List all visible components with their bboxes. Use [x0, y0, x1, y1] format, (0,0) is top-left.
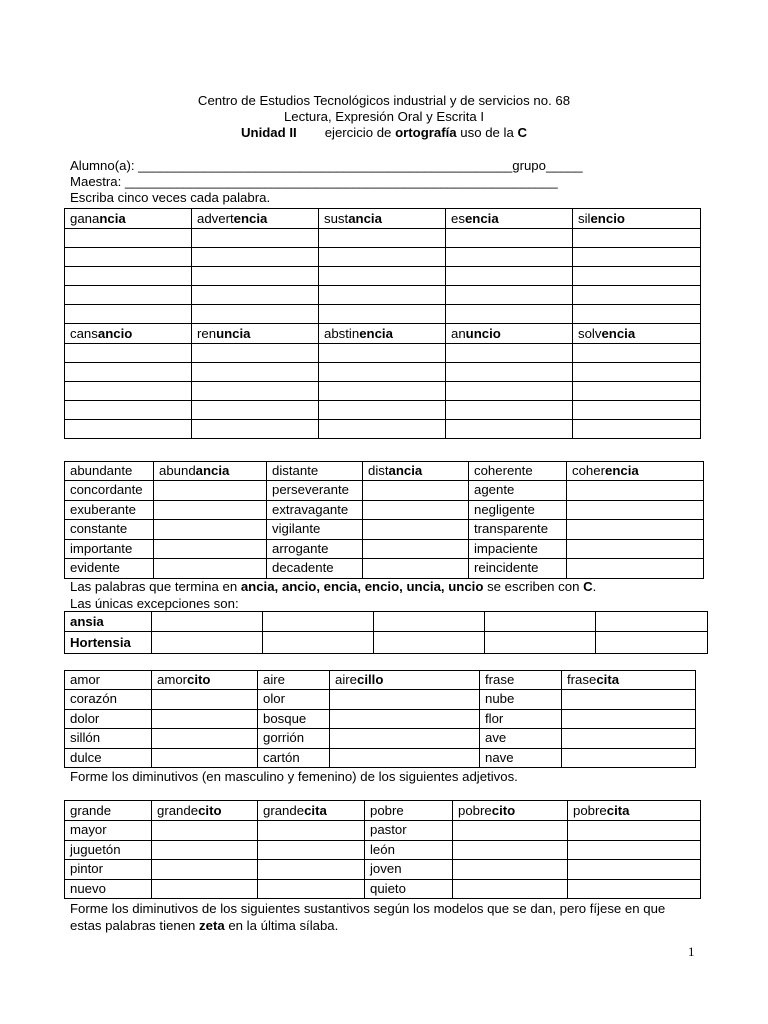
- blank-cell[interactable]: [152, 879, 258, 899]
- word-cell: joven: [365, 860, 453, 880]
- blank-cell[interactable]: [374, 612, 485, 632]
- blank-cell[interactable]: [446, 363, 573, 382]
- blank-cell[interactable]: [446, 382, 573, 401]
- blank-cell[interactable]: [192, 382, 319, 401]
- blank-cell[interactable]: [374, 632, 485, 654]
- blank-cell[interactable]: [258, 860, 365, 880]
- blank-cell[interactable]: [152, 860, 258, 880]
- word-cell: frasecita: [562, 671, 696, 690]
- word-cell: dolor: [65, 709, 152, 729]
- word-cell: bosque: [258, 709, 330, 729]
- word-cell: anuncio: [446, 324, 573, 344]
- word-cell: transparente: [469, 520, 567, 540]
- word-cell: arrogante: [267, 539, 363, 559]
- table-row: [65, 363, 701, 382]
- word-cell: amor: [65, 671, 152, 690]
- blank-cell[interactable]: [562, 729, 696, 749]
- table-row: [65, 500, 704, 520]
- blank-cell[interactable]: [453, 840, 568, 860]
- table-row: [65, 821, 701, 841]
- word-cell: decadente: [267, 559, 363, 579]
- table-row: [65, 801, 701, 821]
- blank-cell[interactable]: [65, 267, 192, 286]
- course-name: Lectura, Expresión Oral y Escrita I: [283, 109, 485, 124]
- word-cell: ganancia: [65, 209, 192, 229]
- word-cell: solvencia: [573, 324, 701, 344]
- table-row: [65, 382, 701, 401]
- table-row: [65, 344, 701, 363]
- exercise-bold: ortografía: [395, 125, 457, 140]
- table-row: [65, 729, 696, 749]
- table-row: [65, 709, 696, 729]
- blank-cell[interactable]: [319, 344, 446, 363]
- blank-cell[interactable]: [562, 690, 696, 710]
- word-cell: abundante: [65, 462, 154, 481]
- blank-cell[interactable]: [152, 632, 263, 654]
- table-row: [65, 324, 701, 344]
- word-cell: impaciente: [469, 539, 567, 559]
- blank-cell[interactable]: [573, 286, 701, 305]
- blank-cell[interactable]: [568, 840, 701, 860]
- word-cell: ansia: [65, 612, 152, 632]
- table-row: [65, 840, 701, 860]
- blank-cell[interactable]: [568, 860, 701, 880]
- blank-cell[interactable]: [192, 305, 319, 324]
- blank-cell[interactable]: [154, 539, 267, 559]
- table-row: [65, 632, 708, 654]
- blank-cell[interactable]: [65, 344, 192, 363]
- instruction-adjectives: Forme los diminutivos (en masculino y femenino) de los siguientes adjetivos.: [70, 769, 518, 784]
- diminutive-table: [64, 670, 696, 768]
- word-cell: advertencia: [192, 209, 319, 229]
- word-cell: pobrecito: [453, 801, 568, 821]
- word-cell: pintor: [65, 860, 152, 880]
- unit-label: Unidad II: [241, 125, 297, 140]
- blank-cell[interactable]: [319, 267, 446, 286]
- maestra-label: Maestra:: [70, 174, 125, 189]
- blank-cell[interactable]: [485, 612, 596, 632]
- blank-cell[interactable]: [596, 632, 708, 654]
- derivation-table: [64, 461, 704, 579]
- word-cell: coherente: [469, 462, 567, 481]
- table-row: [65, 267, 701, 286]
- blank-cell[interactable]: [446, 401, 573, 420]
- word-cell: quieto: [365, 879, 453, 899]
- blank-cell[interactable]: [485, 632, 596, 654]
- blank-cell[interactable]: [192, 286, 319, 305]
- blank-cell[interactable]: [363, 539, 469, 559]
- blank-cell[interactable]: [192, 401, 319, 420]
- word-cell: grande: [65, 801, 152, 821]
- word-cell: reincidente: [469, 559, 567, 579]
- blank-cell[interactable]: [152, 612, 263, 632]
- blank-cell[interactable]: [319, 401, 446, 420]
- word-cell: olor: [258, 690, 330, 710]
- alumno-field[interactable]: ___________________________________________________: [138, 158, 513, 173]
- instruction-nouns-2: estas palabras tienen zeta en la última sílaba.: [70, 918, 339, 933]
- blank-cell[interactable]: [596, 612, 708, 632]
- table-row: [65, 401, 701, 420]
- blank-cell[interactable]: [192, 229, 319, 248]
- word-cell: Hortensia: [65, 632, 152, 654]
- table-row: [65, 286, 701, 305]
- table-row: [65, 520, 704, 540]
- maestra-line: [70, 174, 558, 190]
- word-cell: nube: [480, 690, 562, 710]
- blank-cell[interactable]: [573, 401, 701, 420]
- table-row: [65, 612, 708, 632]
- blank-cell[interactable]: [573, 267, 701, 286]
- instruction-nouns-1: Forme los diminutivos de los siguientes sustantivos según los modelos que se dan, pero fíjese en que: [70, 901, 666, 916]
- blank-cell[interactable]: [154, 481, 267, 501]
- blank-cell[interactable]: [319, 363, 446, 382]
- word-cell: flor: [480, 709, 562, 729]
- word-cell: exuberante: [65, 500, 154, 520]
- blank-cell[interactable]: [152, 840, 258, 860]
- blank-cell[interactable]: [319, 286, 446, 305]
- word-cell: abstinencia: [319, 324, 446, 344]
- blank-cell[interactable]: [567, 481, 704, 501]
- word-cell: sillón: [65, 729, 152, 749]
- blank-cell[interactable]: [258, 840, 365, 860]
- blank-cell[interactable]: [319, 248, 446, 267]
- page-number: 1: [688, 944, 695, 959]
- blank-cell[interactable]: [154, 500, 267, 520]
- word-cell: negligente: [469, 500, 567, 520]
- blank-cell[interactable]: [567, 539, 704, 559]
- blank-cell[interactable]: [453, 860, 568, 880]
- blank-cell[interactable]: [573, 229, 701, 248]
- blank-cell[interactable]: [65, 229, 192, 248]
- blank-cell[interactable]: [263, 632, 374, 654]
- word-cell: airecillo: [330, 671, 480, 690]
- blank-cell[interactable]: [446, 305, 573, 324]
- blank-cell[interactable]: [192, 363, 319, 382]
- grupo-label: grupo: [512, 158, 546, 173]
- blank-cell[interactable]: [263, 612, 374, 632]
- blank-cell[interactable]: [568, 821, 701, 841]
- blank-cell[interactable]: [562, 748, 696, 768]
- word-cell: ave: [480, 729, 562, 749]
- table-row: [65, 690, 696, 710]
- word-cell: nuevo: [65, 879, 152, 899]
- blank-cell[interactable]: [567, 500, 704, 520]
- word-cell: grandecita: [258, 801, 365, 821]
- word-cell: sustancia: [319, 209, 446, 229]
- exceptions-text: Las únicas excepciones son:: [70, 596, 239, 611]
- blank-cell[interactable]: [567, 559, 704, 579]
- adjective-table: [64, 800, 701, 899]
- blank-cell[interactable]: [152, 709, 258, 729]
- word-cell: dulce: [65, 748, 152, 768]
- blank-cell[interactable]: [65, 401, 192, 420]
- school-name: Centro de Estudios Tecnológicos industrial y de servicios no. 68: [197, 93, 571, 108]
- table-row: [65, 860, 701, 880]
- word-cell: pobre: [365, 801, 453, 821]
- word-cell: distancia: [363, 462, 469, 481]
- exercise-mid: uso de la: [456, 125, 518, 140]
- exceptions-table: [64, 611, 708, 654]
- exercise-letter: C: [517, 125, 527, 140]
- word-cell: silencio: [573, 209, 701, 229]
- blank-cell[interactable]: [319, 382, 446, 401]
- table-row: [65, 209, 701, 229]
- table-row: [65, 420, 701, 439]
- blank-cell[interactable]: [152, 748, 258, 768]
- blank-cell[interactable]: [65, 248, 192, 267]
- blank-cell[interactable]: [330, 709, 480, 729]
- blank-cell[interactable]: [319, 305, 446, 324]
- word-cell: esencia: [446, 209, 573, 229]
- maestra-field[interactable]: ___________________________________________________________: [124, 174, 558, 189]
- blank-cell[interactable]: [446, 248, 573, 267]
- blank-cell[interactable]: [567, 520, 704, 540]
- blank-cell[interactable]: [573, 420, 701, 439]
- blank-cell[interactable]: [573, 363, 701, 382]
- word-cell: cansancio: [65, 324, 192, 344]
- table-row: [65, 671, 696, 690]
- word-cell: gorrión: [258, 729, 330, 749]
- word-cell: pobrecita: [568, 801, 701, 821]
- blank-cell[interactable]: [65, 363, 192, 382]
- blank-cell[interactable]: [453, 821, 568, 841]
- blank-cell[interactable]: [192, 248, 319, 267]
- blank-cell[interactable]: [363, 520, 469, 540]
- table-row: [65, 559, 704, 579]
- blank-cell[interactable]: [319, 420, 446, 439]
- blank-cell[interactable]: [573, 382, 701, 401]
- alumno-label: Alumno(a):: [70, 158, 139, 173]
- blank-cell[interactable]: [446, 344, 573, 363]
- blank-cell[interactable]: [573, 305, 701, 324]
- word-cell: amorcito: [152, 671, 258, 690]
- word-cell: aire: [258, 671, 330, 690]
- blank-cell[interactable]: [65, 286, 192, 305]
- word-cell: extravagante: [267, 500, 363, 520]
- blank-cell[interactable]: [446, 229, 573, 248]
- instruction-write: Escriba cinco veces cada palabra.: [70, 190, 271, 205]
- word-cell: león: [365, 840, 453, 860]
- table-row: [65, 481, 704, 501]
- blank-cell[interactable]: [446, 267, 573, 286]
- blank-cell[interactable]: [154, 520, 267, 540]
- blank-cell[interactable]: [330, 748, 480, 768]
- blank-cell[interactable]: [453, 879, 568, 899]
- word-cell: concordante: [65, 481, 154, 501]
- table-row: [65, 462, 704, 481]
- blank-cell[interactable]: [568, 879, 701, 899]
- word-cell: coherencia: [567, 462, 704, 481]
- blank-cell[interactable]: [562, 709, 696, 729]
- exercise-pre: ejercicio de: [324, 125, 396, 140]
- blank-cell[interactable]: [258, 879, 365, 899]
- table-row: [65, 748, 696, 768]
- blank-cell[interactable]: [446, 286, 573, 305]
- word-cell: importante: [65, 539, 154, 559]
- blank-cell[interactable]: [152, 729, 258, 749]
- rule-text: Las palabras que termina en ancia, ancio, encia, encio, uncia, uncio se escriben con C.: [70, 579, 597, 594]
- table-row: [65, 305, 701, 324]
- blank-cell[interactable]: [192, 267, 319, 286]
- word-cell: agente: [469, 481, 567, 501]
- blank-cell[interactable]: [152, 821, 258, 841]
- word-cell: constante: [65, 520, 154, 540]
- blank-cell[interactable]: [363, 559, 469, 579]
- practice-table: [64, 208, 701, 439]
- blank-cell[interactable]: [446, 420, 573, 439]
- word-cell: nave: [480, 748, 562, 768]
- blank-cell[interactable]: [330, 729, 480, 749]
- table-row: [65, 248, 701, 267]
- word-cell: perseverante: [267, 481, 363, 501]
- unit-title: [0, 125, 768, 141]
- table-row: [65, 539, 704, 559]
- blank-cell[interactable]: [258, 821, 365, 841]
- word-cell: abundancia: [154, 462, 267, 481]
- word-cell: corazón: [65, 690, 152, 710]
- blank-cell[interactable]: [65, 420, 192, 439]
- word-cell: evidente: [65, 559, 154, 579]
- word-cell: renuncia: [192, 324, 319, 344]
- word-cell: juguetón: [65, 840, 152, 860]
- blank-cell[interactable]: [363, 500, 469, 520]
- blank-cell[interactable]: [363, 481, 469, 501]
- blank-cell[interactable]: [192, 344, 319, 363]
- blank-cell[interactable]: [573, 248, 701, 267]
- blank-cell[interactable]: [65, 382, 192, 401]
- grupo-field[interactable]: _____: [545, 158, 583, 173]
- word-cell: distante: [267, 462, 363, 481]
- word-cell: frase: [480, 671, 562, 690]
- word-cell: cartón: [258, 748, 330, 768]
- alumno-line: [70, 158, 583, 174]
- blank-cell[interactable]: [573, 344, 701, 363]
- blank-cell[interactable]: [192, 420, 319, 439]
- table-row: [65, 879, 701, 899]
- word-cell: mayor: [65, 821, 152, 841]
- word-cell: pastor: [365, 821, 453, 841]
- word-cell: grandecito: [152, 801, 258, 821]
- blank-cell[interactable]: [65, 305, 192, 324]
- table-row: [65, 229, 701, 248]
- blank-cell[interactable]: [330, 690, 480, 710]
- blank-cell[interactable]: [154, 559, 267, 579]
- word-cell: vigilante: [267, 520, 363, 540]
- blank-cell[interactable]: [319, 229, 446, 248]
- blank-cell[interactable]: [152, 690, 258, 710]
